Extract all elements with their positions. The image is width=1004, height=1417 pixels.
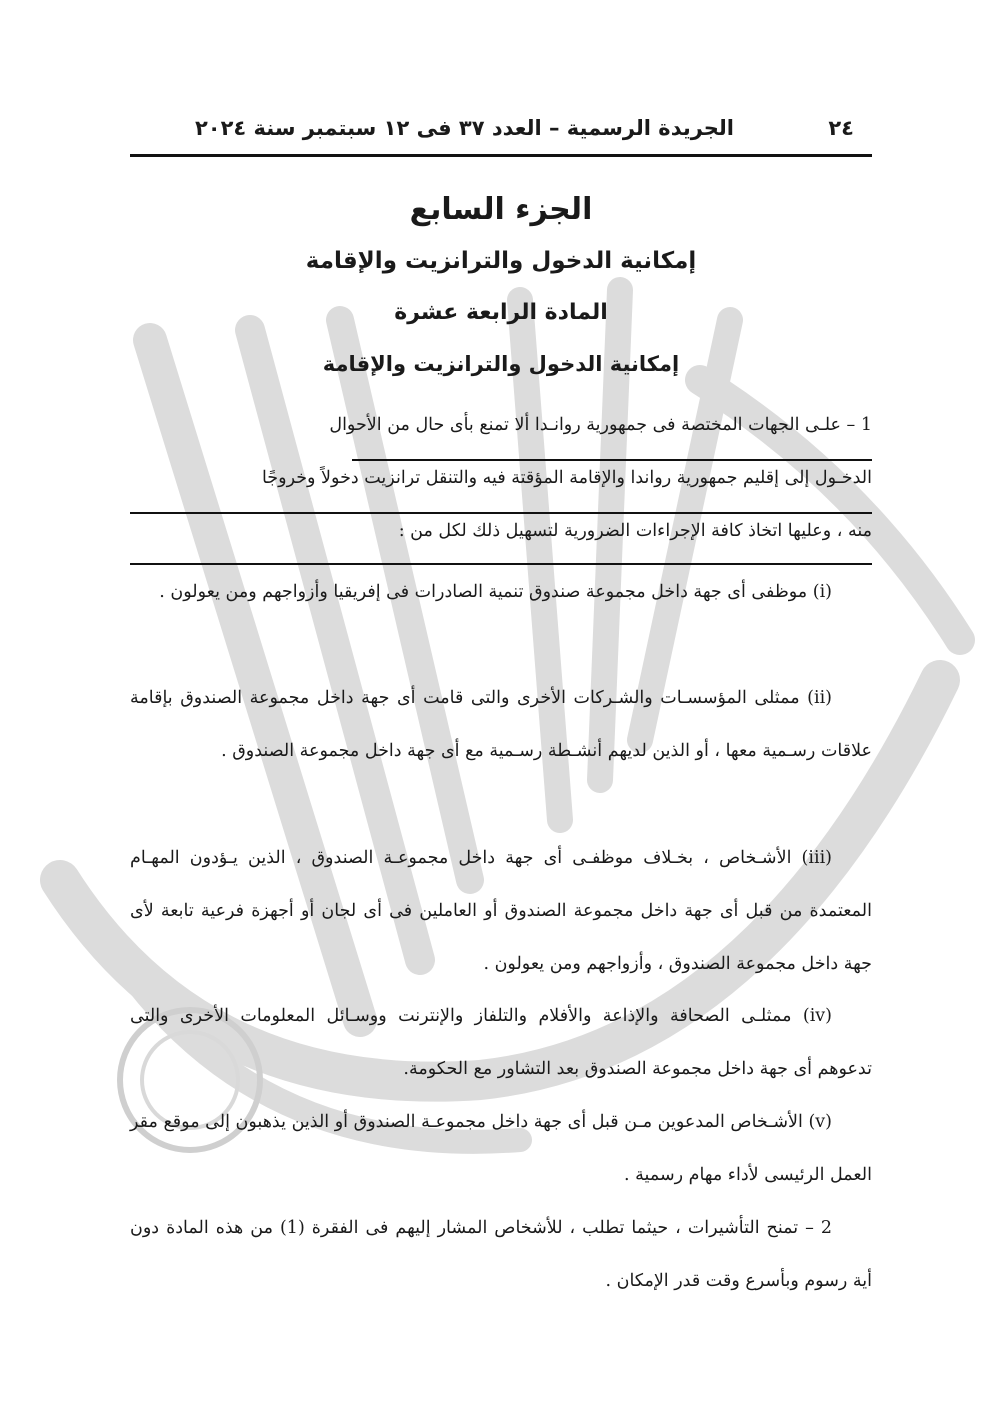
header-rule [130, 154, 872, 157]
part-subtitle: إمكانية الدخول والترانزيت والإقامة [305, 248, 697, 274]
article-title: إمكانية الدخول والترانزيت والإقامة [322, 352, 680, 376]
paragraph-1 [130, 408, 872, 567]
part-heading: الجزء السابع [409, 192, 593, 227]
page-number: ٢٤ [828, 116, 854, 140]
paragraph-1-line-1: 1 – علـى الجهات المختصة فى جمهورية روانـدا ألا تمنع بأى حال من الأحوال [130, 408, 872, 461]
gazette-issue-title: الجريدة الرسمية – العدد ٣٧ فى ١٢ سبتمبر سنة ٢٠٢٤ [194, 116, 734, 140]
list-item-iv: (iv) ممثلـى الصحافة والإذاعة والأفلام والتلفاز والإنترنت ووسـائل المعلومات الأخرى والتى تدعوهم أى جهة داخل مجموعة الصندوق بعد التشاور مع الحكومة. [130, 1006, 872, 1079]
paragraph-1-line-3: منه ، وعليها اتخاذ كافة الإجراءات الضرورية لتسهيل ذلك لكل من : [130, 514, 872, 567]
list-item-i: (i) موظفى أى جهة داخل مجموعة صندوق تنمية الصادرات فى إفريقيا وأزواجهم ومن يعولون . [159, 582, 832, 602]
paragraph-2: 2 – تمنح التأشيرات ، حيثما تطلب ، للأشخاص المشار إليهم فى الفقرة (1) من هذه المادة دون أية رسوم وبأسرع وقت قدر الإمكان . [130, 1218, 872, 1291]
paragraph-1-line-2: الدخـول إلى إقليم جمهورية رواندا والإقامة المؤقتة فيه والتنقل ترانزيت دخولاً وخروجًا [130, 461, 872, 514]
running-header [130, 112, 872, 152]
list-item-iii: (iii) الأشـخاص ، بخـلاف موظفـى أى جهة داخل مجموعـة الصندوق ، الذين يـؤدون المهـام المعتمدة من قبل أى جهة داخل مجموعة الصندوق أو العاملين فى أى لجان أو أجهزة فرعية تابعة لأى جهة داخل مجموعة الصندوق ، وأزواجهم ومن يعولون . [130, 848, 872, 974]
list-item-v: (v) الأشـخاص المدعوين مـن قبل أى جهة داخل مجموعـة الصندوق أو الذين يذهبون إلى موقع مقر العمل الرئيسى لأداء مهام رسمية . [130, 1112, 872, 1185]
article-heading: المادة الرابعة عشرة [394, 300, 608, 325]
list-item-ii: (ii) ممثلى المؤسسـات والشـركات الأخرى والتى قامت أى جهة داخل مجموعة الصندوق بإقامة علاقات رسـمية معها ، أو الذين لديهم أنشـطة رسـمية مع أى جهة داخل مجموعة الصندوق . [130, 688, 872, 761]
